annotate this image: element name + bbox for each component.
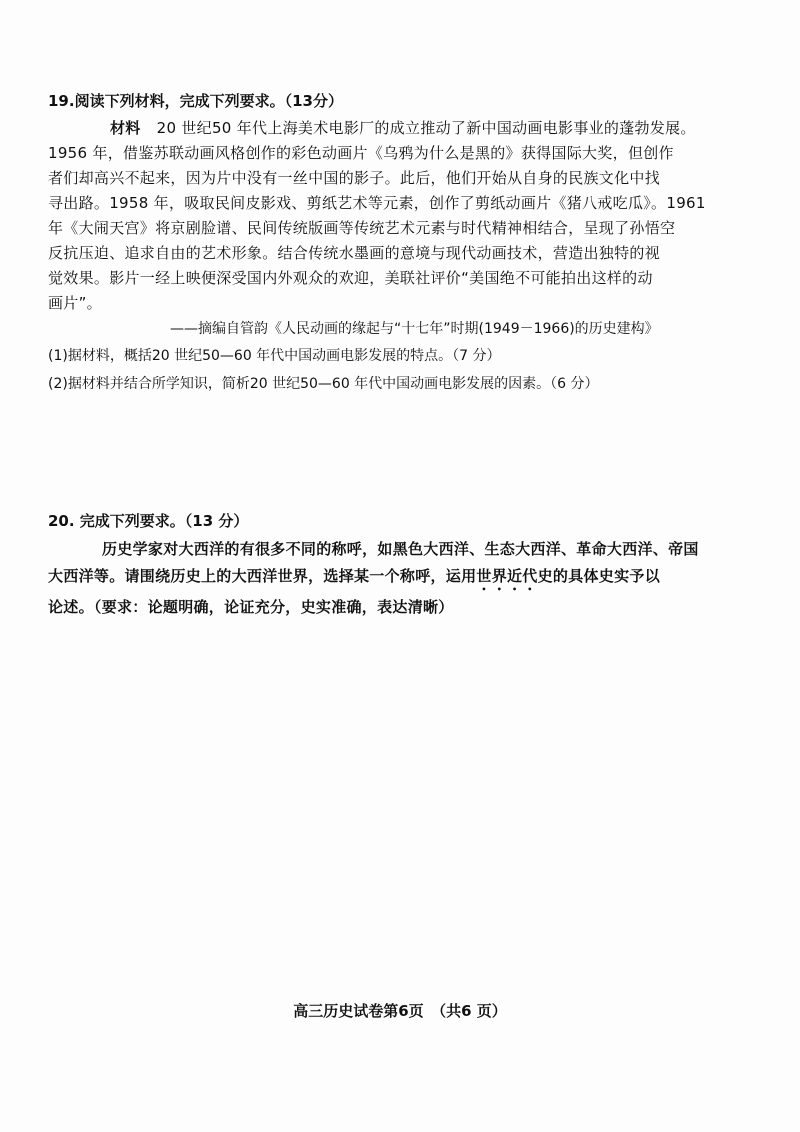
question-20-heading: 20. 完成下列要求。（13 分） xyxy=(48,512,249,530)
material-line-3: 者们却高兴不起来，因为片中没有一丝中国的影子。此后，他们开始从自身的民族文化中找 xyxy=(48,169,661,187)
question-20 xyxy=(48,510,728,621)
question-20-line-1: 历史学家对大西洋的有很多不同的称呼，如黑色大西洋、生态大西洋、革命大西洋、帝国 xyxy=(102,540,699,558)
material-text-1: 20 世纪50 年代上海美术电影厂的成立推动了新中国动画电影事业的蓬勃发展。 xyxy=(156,119,696,137)
material-line-8: 画片”。 xyxy=(48,294,102,312)
question-19-heading: 19.阅读下列材料，完成下列要求。（13分） xyxy=(48,92,343,110)
material-line-2: 1956 年，借鉴苏联动画风格创作的彩色动画片《乌鸦为什么是黑的》获得国际大奖，但创作 xyxy=(48,144,674,162)
subquestion-1: (1)据材料，概括20 世纪50—60 年代中国动画电影发展的特点。（7 分） xyxy=(48,348,501,364)
question-20-line-3: 论述。（要求：论题明确，论证充分，史实准确，表达清晰） xyxy=(48,598,454,616)
question-20-line-2-start: 大西洋等。请围绕历史上的大西洋世界，选择某一个称呼，运用 xyxy=(48,567,477,585)
material-line-4: 寻出路。1958 年，吸取民间皮影戏、剪纸艺术等元素，创作了剪纸动画片《猪八戒吃瓜》。1961 xyxy=(48,194,706,212)
subquestion-2: (2)据材料并结合所学知识，简析20 世纪50—60 年代中国动画电影发展的因素。（6 分） xyxy=(48,376,599,392)
material-line-1 xyxy=(48,116,728,141)
question-20-line-2-end: 史的具体史实予以 xyxy=(537,567,661,585)
material-source: ——摘编自管韵《人民动画的缘起与“十七年”时期(1949－1966)的历史建构》 xyxy=(170,321,659,337)
question-20-line-2 xyxy=(48,563,728,594)
material-line-6: 反抗压迫、追求自由的艺术形象。结合传统水墨画的意境与现代动画技术，营造出独特的视 xyxy=(48,244,661,262)
emphasized-term: 世界近代 xyxy=(476,567,538,585)
material-label: 材料 xyxy=(110,119,141,137)
material-line-5: 年《大闹天宫》将京剧脸谱、民间传统版画等传统艺术元素与时代精神相结合，呈现了孙悟空 xyxy=(48,219,676,237)
question-19 xyxy=(48,90,728,398)
material-line-7: 觉效果。影片一经上映便深受国内外观众的欢迎，美联社评价“美国绝不可能拍出这样的动 xyxy=(48,269,653,287)
page-footer: 高三历史试卷第6页 （共6 页） xyxy=(293,1002,507,1020)
